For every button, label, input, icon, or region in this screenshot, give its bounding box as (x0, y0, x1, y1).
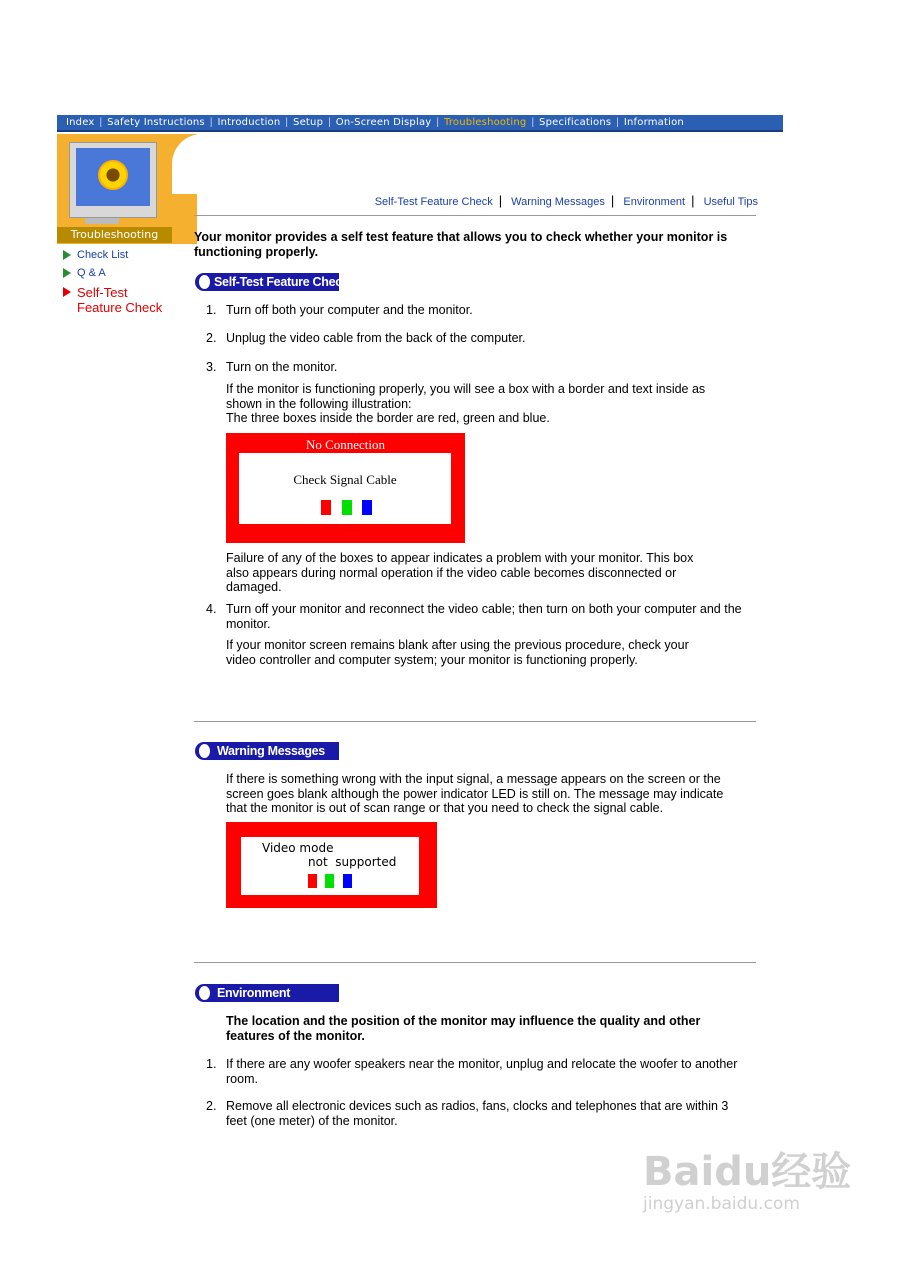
divider (194, 721, 756, 722)
list-text: If there are any woofer speakers near the monitor, unplug and relocate the woofer to another room. (226, 1057, 738, 1086)
nav-separator: | (99, 117, 103, 128)
blue-square (343, 874, 352, 888)
failure-note: Failure of any of the boxes to appear indicates a problem with your monitor. This box also appears during normal operation if the video cable becomes disconnected or damaged. (226, 551, 694, 594)
side-link-label: Check List (77, 249, 129, 261)
red-square (308, 874, 317, 888)
subnav-warning-messages[interactable]: Warning Messages (511, 196, 605, 208)
heading-bullet (195, 742, 213, 760)
list-text: Remove all electronic devices such as radios, fans, clocks and telephones that are within 3 feet (one meter) of the monitor. (226, 1099, 729, 1128)
watermark-logo: Baidu经验 (643, 1149, 852, 1195)
subnav-separator: | (498, 193, 503, 208)
no-connection-title: No Connection (305, 437, 386, 452)
nav-specifications[interactable]: Specifications (539, 117, 612, 128)
divider (194, 962, 756, 963)
warning-heading (195, 742, 339, 760)
green-square (325, 874, 334, 888)
triangle-icon (63, 250, 71, 260)
monitor-stand (85, 218, 119, 224)
nav-information[interactable]: Information (623, 117, 684, 128)
warning-text: If there is something wrong with the input signal, a message appears on the screen or the screen goes blank although the power indicator LED is still on. The message may indicate that the monitor is out of scan range or that you need to check the signal cable. (226, 772, 724, 815)
side-link-check-list[interactable] (63, 249, 128, 261)
subnav-useful-tips[interactable]: Useful Tips (703, 196, 758, 208)
nav-separator: | (436, 117, 439, 128)
nav-introduction[interactable]: Introduction (217, 117, 281, 128)
no-connection-inner (239, 453, 451, 524)
list-number: 2. (206, 1099, 217, 1113)
warning-heading-text: Warning Messages (217, 744, 325, 758)
step4-note: If your monitor screen remains blank after using the previous procedure, check your video controller and computer system; your monitor is functioning properly. (226, 638, 689, 667)
heading-bullet (195, 273, 213, 291)
green-square (342, 500, 352, 515)
list-item (206, 1099, 756, 1129)
list-number: 1. (206, 303, 217, 317)
triangle-icon (63, 268, 71, 278)
side-link-label: Q & A (77, 267, 106, 279)
list-item (206, 331, 756, 346)
side-link-q-and-a[interactable] (63, 267, 106, 279)
step3-note-line: If the monitor is functioning properly, you will see a box with a border and text inside as shown in the following illustration: (226, 382, 706, 411)
nav-separator: | (531, 117, 535, 128)
nav-separator: | (285, 117, 289, 128)
nav-separator: | (616, 117, 619, 128)
subnav-environment[interactable]: Environment (623, 196, 686, 208)
nav-safety-instructions[interactable]: Safety Instructions (107, 117, 205, 128)
self-test-heading (195, 273, 349, 291)
video-mode-line1: Video mode (262, 841, 334, 855)
intro-text: Your monitor provides a self test feature that allows you to check whether your monitor is functioning properly. (194, 230, 728, 259)
video-mode-inner (241, 837, 419, 895)
list-text: Turn off both your computer and the monitor. (226, 303, 473, 317)
environment-heading (195, 984, 339, 1002)
list-item (206, 1057, 756, 1087)
nav-index[interactable]: Index (66, 117, 95, 128)
nav-separator: | (209, 117, 213, 128)
flower-icon (98, 160, 128, 190)
top-nav (57, 115, 783, 132)
list-text: Unplug the video cable from the back of the computer. (226, 331, 526, 345)
step3-note (226, 382, 726, 426)
list-text: Turn on the monitor. (226, 360, 338, 374)
step3-note-line2: The three boxes inside the border are red, green and blue. (226, 411, 550, 425)
watermark (643, 1150, 851, 1214)
video-mode-box (226, 822, 437, 908)
environment-intro: The location and the position of the monitor may influence the quality and other features of the monitor. (226, 1014, 701, 1043)
subnav-separator: | (610, 193, 615, 208)
subnav-separator: | (691, 193, 695, 208)
side-link-label-line1: Self-Test (77, 285, 128, 300)
side-link-label-line2: Feature Check (77, 300, 163, 315)
side-link-label (77, 285, 162, 315)
nav-separator: | (328, 117, 331, 128)
side-link-self-test[interactable] (63, 285, 162, 315)
triangle-icon (63, 287, 71, 297)
nav-setup[interactable]: Setup (293, 117, 324, 128)
watermark-url: jingyan.baidu.com (643, 1194, 800, 1214)
list-item (206, 303, 756, 318)
nav-on-screen-display[interactable]: On-Screen Display (335, 117, 432, 128)
divider (194, 215, 756, 216)
check-signal-text: Check Signal Cable (293, 472, 397, 487)
red-square (321, 500, 331, 515)
video-mode-line2: not supported (308, 855, 397, 869)
list-item (206, 602, 756, 632)
nav-troubleshooting[interactable]: Troubleshooting (444, 117, 527, 128)
no-connection-box (226, 433, 465, 543)
list-text: Turn off your monitor and reconnect the video cable; then turn on both your computer and the monitor. (226, 602, 742, 631)
subnav-self-test[interactable]: Self-Test Feature Check (374, 196, 493, 208)
self-test-heading-text: Self-Test Feature Check (214, 275, 349, 289)
list-number: 1. (206, 1057, 217, 1071)
blue-square (362, 500, 372, 515)
list-item (206, 360, 756, 375)
monitor-screen (76, 148, 150, 206)
heading-bullet (195, 984, 213, 1002)
banner-label: Troubleshooting (57, 227, 172, 243)
environment-heading-text: Environment (217, 986, 291, 1000)
section-banner (57, 134, 197, 244)
monitor-image (69, 142, 157, 218)
list-number: 3. (206, 360, 217, 374)
list-number: 4. (206, 602, 217, 616)
list-number: 2. (206, 331, 217, 345)
sub-nav (375, 193, 758, 208)
